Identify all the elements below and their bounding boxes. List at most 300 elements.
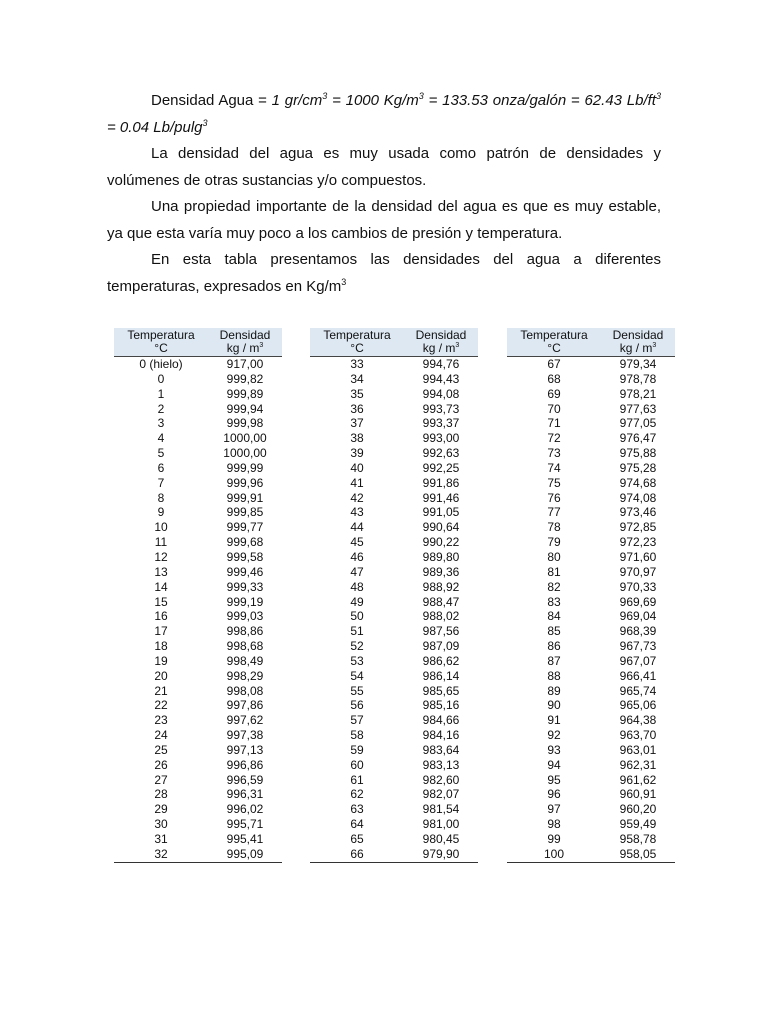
density-cell: 988,47	[422, 594, 460, 609]
temperature-header	[114, 328, 208, 357]
density-cell: 963,01	[619, 742, 657, 757]
density-cell: 917,00	[226, 357, 264, 371]
density-cell: 981,00	[422, 817, 460, 832]
table-row	[507, 416, 675, 431]
table-row	[507, 491, 675, 506]
temperature-cell: 38	[350, 431, 364, 446]
density-cell: 999,82	[226, 371, 264, 386]
density-unit-exponent: 3	[455, 342, 460, 349]
temperature-cell: 61	[350, 772, 364, 787]
table-row	[507, 624, 675, 639]
density-cell: 999,91	[226, 490, 264, 505]
table-row	[114, 847, 282, 862]
temperature-header-label: Temperatura	[520, 327, 588, 342]
density-cell: 990,22	[422, 535, 460, 550]
table-row	[507, 654, 675, 669]
table-row	[310, 580, 478, 595]
table-row	[114, 416, 282, 431]
temperature-cell: 54	[350, 668, 364, 683]
temperature-cell: 52	[350, 639, 364, 654]
table-row	[310, 817, 478, 832]
table-row	[507, 728, 675, 743]
density-cell: 972,23	[619, 535, 657, 550]
density-cell: 968,39	[619, 624, 657, 639]
table-row	[310, 624, 478, 639]
density-equivalence-paragraph	[107, 88, 661, 141]
table-row	[507, 847, 675, 862]
temperature-cell: 22	[154, 698, 168, 713]
temperature-cell: 44	[350, 520, 364, 535]
temperature-cell: 67	[547, 357, 561, 371]
table-row	[310, 684, 478, 699]
density-cell: 962,31	[619, 757, 657, 772]
density-unit: kg / m	[619, 341, 653, 355]
density-cell: 984,66	[422, 713, 460, 728]
density-cell: 979,34	[619, 357, 657, 371]
density-cell: 963,70	[619, 728, 657, 743]
density-cell: 992,25	[422, 460, 460, 475]
density-cell: 998,49	[226, 653, 264, 668]
table-row	[310, 491, 478, 506]
temperature-cell: 55	[350, 683, 364, 698]
table-row	[507, 669, 675, 684]
table-row	[114, 402, 282, 417]
table-row	[114, 535, 282, 550]
density-cell: 999,58	[226, 549, 264, 564]
density-cell: 977,63	[619, 401, 657, 416]
temperature-cell: 53	[350, 653, 364, 668]
table-row	[507, 387, 675, 402]
density-cell: 995,41	[226, 832, 264, 846]
paragraph-standard: La densidad del agua es muy usada como patrón de densidades y volúmenes de otras sustancias y/o compuestos.	[107, 145, 661, 189]
temperature-cell: 83	[547, 594, 561, 609]
temperature-cell: 11	[154, 535, 168, 550]
header-row	[114, 328, 282, 357]
density-cell: 991,05	[422, 505, 460, 520]
temperature-cell: 6	[157, 460, 165, 475]
density-cell: 972,85	[619, 520, 657, 535]
temperature-cell: 86	[547, 639, 561, 654]
density-cell: 998,68	[226, 639, 264, 654]
temperature-cell: 15	[154, 594, 168, 609]
density-cell: 975,88	[619, 446, 657, 461]
density-table-2	[310, 328, 478, 863]
density-unit: kg / m	[226, 341, 260, 355]
density-cell: 975,28	[619, 460, 657, 475]
temperature-cell: 90	[547, 698, 561, 713]
table-row	[507, 758, 675, 773]
table-row	[114, 565, 282, 580]
table-row	[310, 372, 478, 387]
temperature-cell: 45	[350, 535, 364, 550]
temperature-cell: 46	[350, 549, 364, 564]
table-intro-text: En esta tabla presentamos las densidades del agua a diferentes temperaturas, expresados en Kg/m	[107, 251, 661, 295]
temperature-cell: 81	[547, 564, 561, 579]
table-row	[507, 802, 675, 817]
density-unit-exponent: 3	[259, 342, 264, 349]
density-cell: 999,98	[226, 416, 264, 431]
temperature-unit: °C	[350, 341, 364, 355]
temperature-cell: 60	[350, 757, 364, 772]
table-row	[114, 802, 282, 817]
temperature-cell: 79	[547, 535, 561, 550]
density-header-label: Densidad	[219, 327, 271, 342]
density-cell: 999,94	[226, 401, 264, 416]
density-cell: 999,03	[226, 609, 264, 624]
density-cell: 973,46	[619, 505, 657, 520]
header-row	[310, 328, 478, 357]
temperature-cell: 24	[154, 728, 168, 743]
density-cell: 990,64	[422, 520, 460, 535]
table-row	[114, 669, 282, 684]
table-row	[114, 698, 282, 713]
table-row	[507, 713, 675, 728]
table-header	[507, 328, 675, 357]
temperature-cell: 0 (hielo)	[139, 357, 183, 371]
table-body	[114, 357, 282, 863]
temperature-cell: 88	[547, 668, 561, 683]
density-cell: 965,06	[619, 698, 657, 713]
density-cell: 983,64	[422, 742, 460, 757]
density-cell: 991,46	[422, 490, 460, 505]
temperature-cell: 33	[350, 357, 364, 371]
temperature-cell: 70	[547, 401, 561, 416]
density-cell: 996,59	[226, 772, 264, 787]
temperature-cell: 40	[350, 460, 364, 475]
temperature-cell: 36	[350, 401, 364, 416]
table-row	[310, 461, 478, 476]
table-row	[310, 639, 478, 654]
density-cell: 994,43	[422, 371, 460, 386]
temperature-cell: 9	[157, 505, 165, 520]
density-cell: 967,07	[619, 653, 657, 668]
density-cell: 987,56	[422, 624, 460, 639]
table-intro-exponent: 3	[341, 276, 347, 287]
table-row	[507, 639, 675, 654]
density-cell: 999,99	[226, 460, 264, 475]
temperature-cell: 25	[154, 742, 168, 757]
table-row	[507, 743, 675, 758]
temperature-cell: 47	[350, 564, 364, 579]
table-row	[114, 446, 282, 461]
temperature-cell: 8	[157, 490, 165, 505]
density-cell: 997,62	[226, 713, 264, 728]
temperature-cell: 42	[350, 490, 364, 505]
density-cell: 983,13	[422, 757, 460, 772]
temperature-cell: 92	[547, 728, 561, 743]
table-row	[310, 758, 478, 773]
table-row	[310, 713, 478, 728]
density-cell: 984,16	[422, 728, 460, 743]
temperature-cell: 56	[350, 698, 364, 713]
temperature-header	[507, 328, 601, 357]
table-row	[507, 520, 675, 535]
temperature-cell: 64	[350, 817, 364, 832]
temperature-cell: 31	[154, 832, 168, 846]
density-cell: 986,62	[422, 653, 460, 668]
density-cell: 989,36	[422, 564, 460, 579]
formula-exponent: 3	[322, 91, 328, 101]
temperature-cell: 2	[157, 401, 165, 416]
temperature-cell: 16	[154, 609, 168, 624]
density-cell: 999,85	[226, 505, 264, 520]
table-row	[114, 387, 282, 402]
temperature-cell: 66	[310, 847, 404, 862]
temperature-cell: 14	[154, 579, 168, 594]
table-row	[310, 550, 478, 565]
temperature-cell: 34	[350, 371, 364, 386]
paragraph-table-intro	[107, 247, 661, 300]
table-row	[310, 505, 478, 520]
table-row	[507, 580, 675, 595]
density-cell: 961,62	[619, 772, 657, 787]
density-unit-exponent: 3	[652, 342, 657, 349]
density-cell: 978,78	[619, 371, 657, 386]
table-row	[507, 817, 675, 832]
table-row	[310, 520, 478, 535]
density-cell: 966,41	[619, 668, 657, 683]
table-row	[507, 461, 675, 476]
temperature-cell: 29	[154, 802, 168, 817]
density-cell: 980,45	[422, 832, 460, 846]
table-row	[114, 684, 282, 699]
temperature-cell: 59	[350, 742, 364, 757]
table-row	[507, 787, 675, 802]
table-row	[310, 609, 478, 624]
table-row	[114, 505, 282, 520]
temperature-cell: 80	[547, 549, 561, 564]
density-header	[208, 328, 282, 357]
temperature-cell: 48	[350, 579, 364, 594]
table-row	[114, 787, 282, 802]
density-cell: 994,76	[422, 357, 460, 371]
formula-exponent: 3	[655, 91, 661, 101]
temperature-cell: 39	[350, 446, 364, 461]
table-row	[114, 728, 282, 743]
temperature-cell: 85	[547, 624, 561, 639]
formula-part: = 133.53 onza/galón = 62.43 Lb/ft	[423, 92, 656, 109]
table-row	[310, 535, 478, 550]
temperature-cell: 95	[547, 772, 561, 787]
table-row	[310, 476, 478, 491]
temperature-cell: 26	[154, 757, 168, 772]
temperature-cell: 43	[350, 505, 364, 520]
table-body	[310, 357, 478, 863]
table-row	[114, 431, 282, 446]
table-row	[114, 550, 282, 565]
density-cell: 989,80	[422, 549, 460, 564]
table-row	[310, 773, 478, 788]
formula-part: = 0.04 Lb/pulg	[107, 118, 203, 136]
table-row	[310, 446, 478, 461]
density-cell: 986,14	[422, 668, 460, 683]
header-row	[507, 328, 675, 357]
table-row	[310, 787, 478, 802]
temperature-cell: 3	[157, 416, 165, 431]
formula-exponent: 3	[202, 117, 208, 128]
temperature-cell: 63	[350, 802, 364, 817]
density-cell: 971,60	[619, 549, 657, 564]
density-unit: kg / m	[422, 341, 456, 355]
density-cell: 995,09	[208, 847, 282, 862]
density-cell: 976,47	[619, 431, 657, 446]
density-cell: 970,33	[619, 579, 657, 594]
temperature-unit: °C	[154, 341, 168, 355]
density-cell: 988,02	[422, 609, 460, 624]
density-cell: 999,19	[226, 594, 264, 609]
density-cell: 997,38	[226, 728, 264, 743]
density-cell: 999,89	[226, 386, 264, 401]
table-row	[310, 832, 478, 847]
temperature-cell: 93	[547, 742, 561, 757]
temperature-cell: 78	[547, 520, 561, 535]
density-cell: 974,68	[619, 475, 657, 490]
temperature-cell: 27	[154, 772, 168, 787]
density-cell: 981,54	[422, 802, 460, 817]
temperature-cell: 37	[350, 416, 364, 431]
table-row	[507, 505, 675, 520]
table-row	[507, 372, 675, 387]
density-cell: 974,08	[619, 490, 657, 505]
temperature-cell: 89	[547, 683, 561, 698]
density-cell: 969,04	[619, 609, 657, 624]
density-cell: 969,69	[619, 594, 657, 609]
density-cell: 959,49	[619, 817, 657, 832]
table-row	[507, 832, 675, 847]
temperature-cell: 35	[350, 386, 364, 401]
density-cell: 998,29	[226, 668, 264, 683]
density-header	[601, 328, 675, 357]
table-row	[114, 817, 282, 832]
table-row	[114, 654, 282, 669]
density-cell: 958,05	[601, 847, 675, 862]
density-cell: 998,08	[226, 683, 264, 698]
temperature-cell: 57	[350, 713, 364, 728]
density-cell: 987,09	[422, 639, 460, 654]
density-cell: 991,86	[422, 475, 460, 490]
temperature-cell: 18	[154, 639, 168, 654]
temperature-cell: 98	[547, 817, 561, 832]
table-row	[114, 624, 282, 639]
table-row	[114, 491, 282, 506]
density-cell: 999,96	[226, 475, 264, 490]
density-cell: 993,73	[422, 401, 460, 416]
density-header-label: Densidad	[415, 327, 467, 342]
density-cell: 982,07	[422, 787, 460, 802]
density-table-1	[114, 328, 282, 863]
density-cell: 998,86	[226, 624, 264, 639]
density-cell: 999,68	[226, 535, 264, 550]
table-row	[507, 595, 675, 610]
table-row	[507, 565, 675, 580]
table-row	[507, 357, 675, 372]
table-row	[114, 713, 282, 728]
temperature-cell: 20	[154, 668, 168, 683]
temperature-cell: 77	[547, 505, 561, 520]
table-row	[310, 698, 478, 713]
density-cell: 996,86	[226, 757, 264, 772]
temperature-cell: 0	[157, 371, 165, 386]
temperature-cell: 17	[154, 624, 168, 639]
density-cell: 996,02	[226, 802, 264, 817]
density-cell: 997,86	[226, 698, 264, 713]
formula-part: 1 gr/cm	[271, 92, 323, 109]
table-row	[310, 595, 478, 610]
temperature-cell: 99	[547, 832, 561, 846]
table-header	[114, 328, 282, 357]
table-row	[310, 416, 478, 431]
temperature-cell: 28	[154, 787, 168, 802]
density-header-label: Densidad	[612, 327, 664, 342]
temperature-cell: 82	[547, 579, 561, 594]
density-cell: 992,63	[422, 446, 460, 461]
table-row	[114, 580, 282, 595]
density-cell: 977,05	[619, 416, 657, 431]
table-row	[507, 476, 675, 491]
temperature-cell: 5	[157, 446, 165, 461]
temperature-cell: 50	[350, 609, 364, 624]
table-row	[114, 595, 282, 610]
table-row	[310, 743, 478, 758]
table-row	[507, 550, 675, 565]
table-row	[310, 669, 478, 684]
table-row	[310, 387, 478, 402]
table-row	[114, 476, 282, 491]
temperature-cell: 49	[350, 594, 364, 609]
density-cell: 965,74	[619, 683, 657, 698]
density-prefix: Densidad Agua =	[151, 92, 272, 109]
temperature-cell: 1	[157, 386, 165, 401]
temperature-cell: 75	[547, 475, 561, 490]
table-row	[114, 832, 282, 847]
density-cell: 999,33	[226, 579, 264, 594]
table-row	[310, 565, 478, 580]
density-cell: 993,00	[422, 431, 460, 446]
density-cell: 994,08	[422, 386, 460, 401]
temperature-cell: 32	[114, 847, 208, 862]
density-cell: 999,46	[226, 564, 264, 579]
temperature-cell: 30	[154, 817, 168, 832]
density-cell: 985,65	[422, 683, 460, 698]
table-body	[507, 357, 675, 863]
temperature-cell: 21	[154, 683, 168, 698]
density-cell: 960,20	[619, 802, 657, 817]
density-cell: 999,77	[226, 520, 264, 535]
table-row	[114, 372, 282, 387]
density-cell: 960,91	[619, 787, 657, 802]
table-row	[114, 609, 282, 624]
table-row	[114, 773, 282, 788]
temperature-header-label: Temperatura	[323, 327, 391, 342]
density-cell: 1000,00	[223, 446, 267, 461]
temperature-cell: 12	[154, 549, 168, 564]
table-row	[310, 402, 478, 417]
density-header	[404, 328, 478, 357]
table-header	[310, 328, 478, 357]
density-cell: 967,73	[619, 639, 657, 654]
density-cell: 996,31	[226, 787, 264, 802]
paragraph-stability: Una propiedad importante de la densidad del agua es que es muy estable, ya que esta varía muy poco a los cambios de presión y temperatura.	[107, 198, 661, 242]
table-row	[310, 654, 478, 669]
temperature-cell: 69	[547, 386, 561, 401]
table-row	[114, 461, 282, 476]
temperature-header-label: Temperatura	[127, 327, 195, 342]
density-cell: 979,90	[404, 847, 478, 862]
temperature-cell: 97	[547, 802, 561, 817]
temperature-cell: 62	[350, 787, 364, 802]
density-cell: 995,71	[226, 817, 264, 832]
table-row	[114, 520, 282, 535]
